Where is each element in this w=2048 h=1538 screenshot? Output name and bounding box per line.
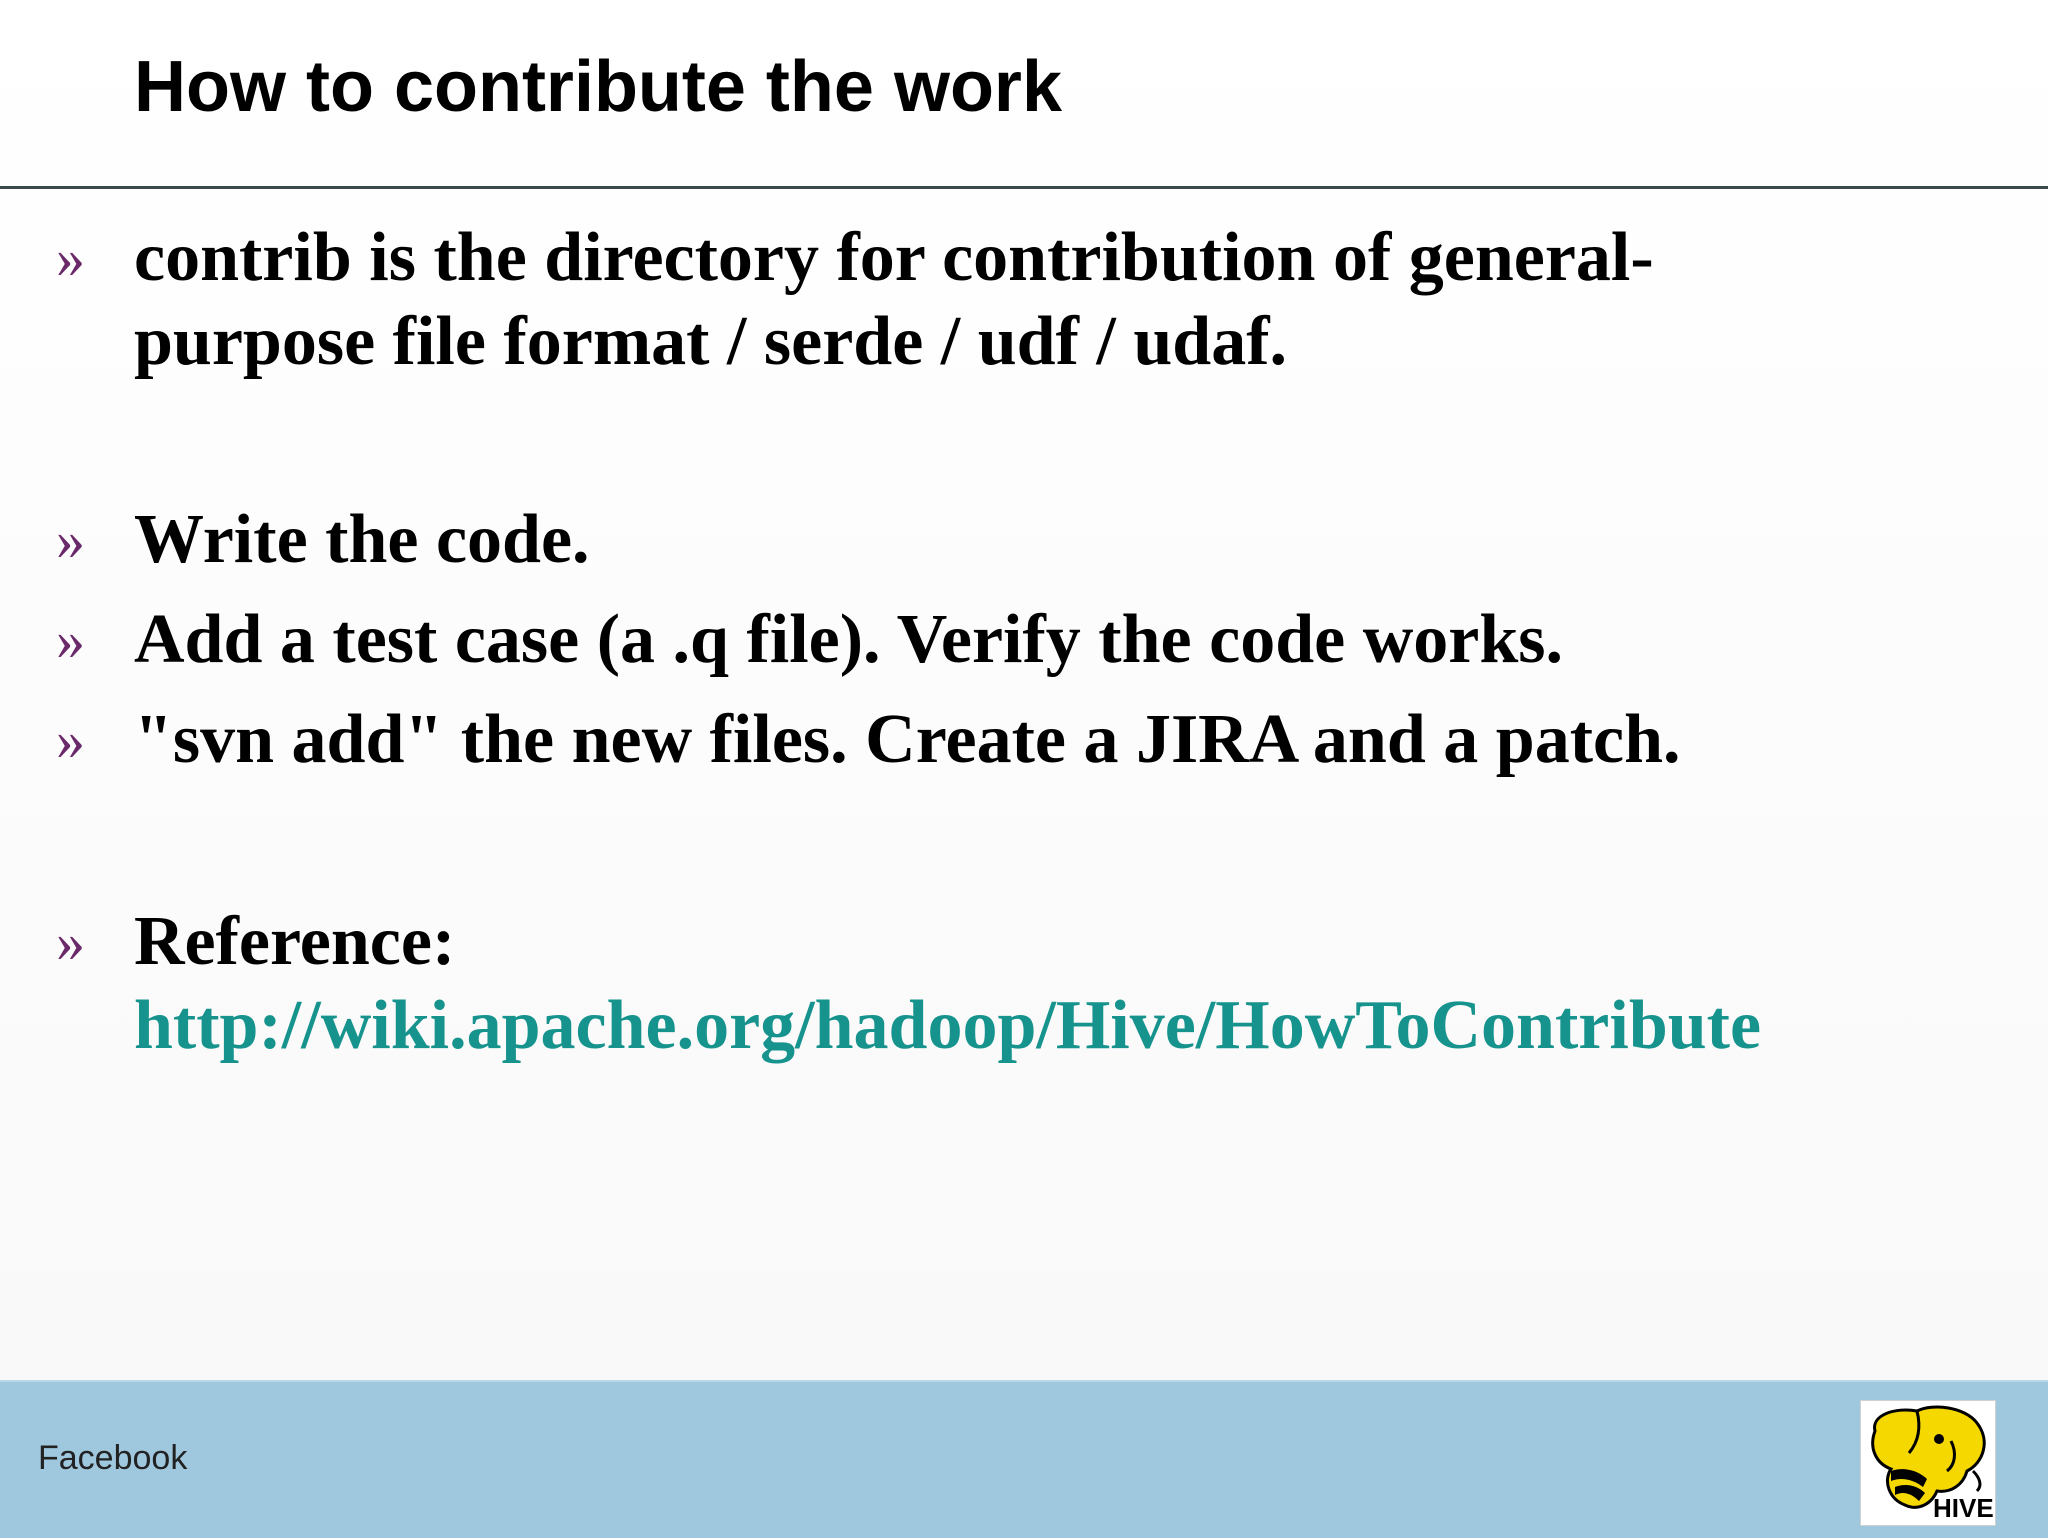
bullet-text-block [134,900,1994,1068]
reference-label: Reference: [134,903,456,980]
hive-logo-icon [1860,1400,1996,1526]
bullet-text: contrib is the directory for contribution of general-purpose file format / serde / udf / udaf. [134,219,1654,380]
title-divider [0,186,2048,189]
bullet-text: Write the code. [134,501,590,578]
slide-footer [0,1380,2048,1538]
bullet-marker-icon: » [56,909,85,974]
hive-logo-graphic [1861,1401,1995,1525]
bullet-text: Add a test case (a .q file). Verify the code works. [134,601,1563,678]
bullet-text: "svn add" the new files. Create a JIRA and a patch. [134,701,1681,778]
bullet-marker-icon: » [56,707,85,772]
bullet-marker-icon: » [56,607,85,672]
reference-link[interactable]: http://wiki.apache.org/hadoop/Hive/HowToContribute [134,987,1762,1064]
slide-title: How to contribute the work [134,47,1062,127]
footer-company: Facebook [38,1439,188,1477]
hive-logo-text: HIVE [1933,1493,1994,1523]
bullet-marker-icon: » [56,225,85,290]
bullet-marker-icon: » [56,507,85,572]
